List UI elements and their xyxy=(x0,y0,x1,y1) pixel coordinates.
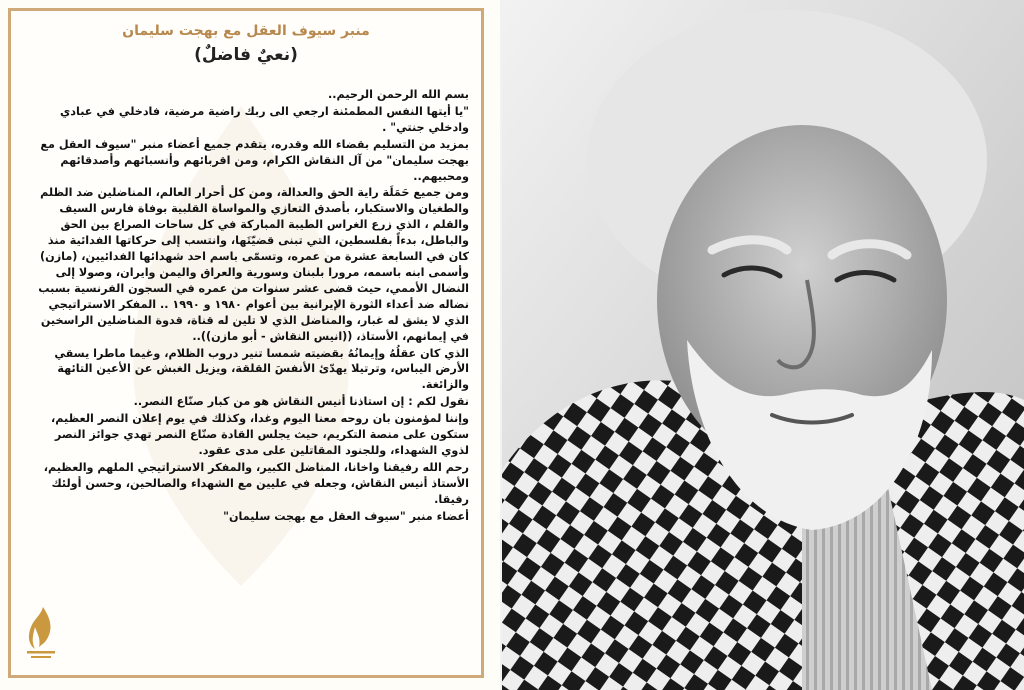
paragraph-legacy: الذي كان عقلُهُ وإيمانُهُ بقضيته شمسا تنير دروب الظلام، وغيما ماطرا يسقي الأرض اليباس، وترتيلا يهدّئ الأنفسَ القلقة، ويزيل الغبش عن الأعين التائهة والزائغة. xyxy=(54,346,469,392)
paragraph-faith: وإننا لمؤمنون بان روحه معنا اليوم وغدا، وكذلك في يوم إعلان النصر العظيم، ستكون على منصة التكريم، حيث يجلس القادة صنّاع النصر تهدي جوائز النصر لذوي الشهداء، وللجنود المقاتلين على مدى عقود. xyxy=(51,412,469,457)
obituary-title: منبر سيوف العقل مع بهجت سليمان xyxy=(122,23,370,39)
paragraph-condolence: بمزيد من التسليم بقضاء الله وقدره، يتقدم جميع أعضاء منبر "سيوف العقل مع بهجت سليمان" من آل النقاش الكرام، ومن اقربائهم وأنسبائهم وأصدقائهم ومحبيهم.. xyxy=(40,137,469,183)
paragraph-prayer: رحم الله رفيقنا واخانا، المناضل الكبير، والمفكر الاستراتيجي الملهم والعظيم، الأستاذ أنيس النقاش، وجعله في عليين مع الشهداء والصالحين، وحسن أولئك رفيقا. xyxy=(43,460,469,506)
obituary-subtitle: (نعيٌ فاضلٌ) xyxy=(194,45,298,65)
paragraph-tribute: ومن جميع حَمَلَة راية الحق والعدالة، ومن كل أحرار العالم، المناضلين ضد الظلم والطغيان والاستكبار، بأصدق التعازي والمواساة القلبية بوفاة فارس السيف والقلم ، الذي زرع الغراس الطيبة المباركة في كل ساحات الصراع بين الحق والباطل، بدءاً بفلسطين، التي تبنى قضيّتَها، وانتسب إلى حركاتها الفدائية منذ كان في السابعة عشرة من عمره، وتسمّى باسم احد شهدائها الفدائيين، (مازن) وأسمى ابنه باسمه، مرورا بلبنان وسورية والعراق واليمن وايران، وصولا إلى النضال الأممي، حيث قضى عشر سنوات من عمره في السجون الفرنسية بسبب نضاله ضد أعداء الثورة الإيرانية بين أعوام ١٩٨٠ و ١٩٩٠ .. المفكر الاستراتيجي الذي لا يشق له غبار، والمناضل الذي لا تلين له قناة، قدوة المناضلين الراسخين في إيمانهم، الأستاذ، ((انيس النقاش - أبو مازن)).. xyxy=(38,186,469,343)
obituary-frame xyxy=(8,8,484,678)
portrait-illustration xyxy=(502,0,1024,690)
obituary-body xyxy=(29,87,469,525)
paragraph-signature: أعضاء منبر "سيوف العقل مع بهجت سليمان" xyxy=(223,509,469,523)
gold-flame-logo-icon xyxy=(25,605,57,661)
portrait-photo xyxy=(502,0,1024,690)
paragraph-basmala: بسم الله الرحمن الرحيم.. xyxy=(328,88,469,101)
paragraph-verse: "يا أيتها النفس المطمئنة ارجعي الى ربك راضية مرضية، فادخلي في عبادي وادخلي جنتي" . xyxy=(60,104,469,134)
obituary-panel xyxy=(0,0,500,690)
paragraph-victory: نقول لكم : إن استاذنا أنيس النقاش هو من كبار صنّاع النصر.. xyxy=(133,395,469,409)
